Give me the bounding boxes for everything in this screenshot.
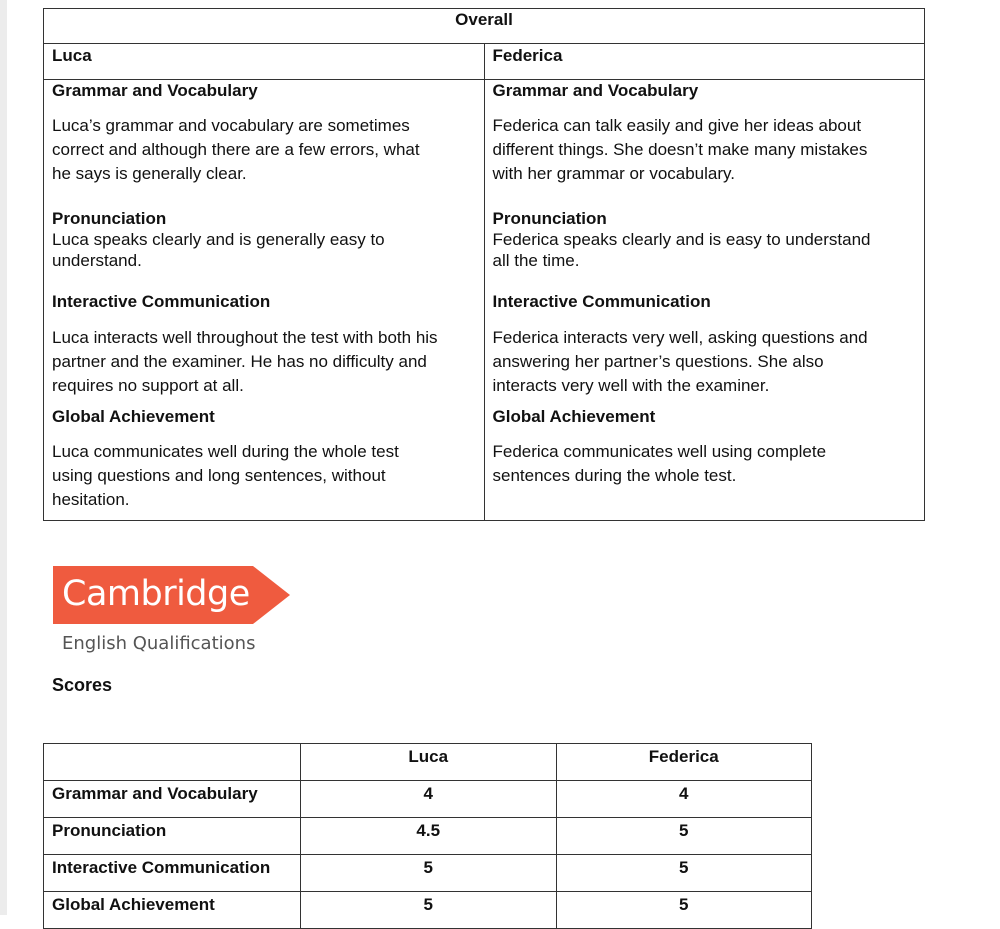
criterion-line: Luca’s grammar and vocabulary are sometimes	[52, 116, 410, 135]
scores-table	[43, 743, 812, 929]
table-row	[44, 781, 812, 818]
score-criterion: Interactive Communication	[44, 855, 301, 892]
score-luca: 4.5	[301, 818, 557, 855]
score-criterion: Global Achievement	[44, 892, 301, 929]
criterion-line: using questions and long sentences, without	[52, 466, 386, 485]
scores-header-row	[44, 744, 812, 781]
score-federica: 4	[556, 781, 812, 818]
criterion-line: Luca communicates well during the whole test	[52, 442, 399, 461]
criterion-line: he says is generally clear.	[52, 164, 247, 183]
criterion-line: different things. She doesn’t make many mistakes	[492, 140, 868, 159]
criterion-heading: Interactive Communication	[52, 292, 271, 311]
criterion-line: Luca speaks clearly and is generally easy to	[52, 230, 385, 249]
criterion-line: understand.	[52, 251, 142, 270]
criterion-line: partner and the examiner. He has no difficulty and	[52, 352, 427, 371]
cambridge-logo	[53, 566, 293, 658]
criterion-line: Federica interacts very well, asking questions and	[492, 328, 868, 347]
scores-title: Scores	[52, 675, 113, 695]
page-edge	[0, 0, 7, 915]
criterion-line: Federica communicates well using complete	[492, 442, 827, 461]
federica-grammar-block	[493, 80, 917, 186]
scores-header-federica: Federica	[556, 744, 812, 781]
score-criterion: Pronunciation	[44, 818, 301, 855]
criterion-heading: Global Achievement	[52, 407, 215, 426]
score-luca: 5	[301, 855, 557, 892]
score-federica: 5	[556, 855, 812, 892]
criterion-heading: Grammar and Vocabulary	[52, 81, 258, 100]
luca-pronunciation-block	[52, 208, 476, 271]
criterion-heading: Grammar and Vocabulary	[492, 81, 699, 100]
criterion-line: sentences during the whole test.	[492, 466, 737, 485]
criterion-heading: Global Achievement	[492, 407, 656, 426]
table-row	[44, 818, 812, 855]
score-federica: 5	[556, 818, 812, 855]
candidate-name-luca: Luca	[44, 44, 485, 80]
federica-pronunciation-block	[493, 208, 917, 271]
federica-assessment-cell	[484, 80, 925, 521]
luca-global-block	[52, 406, 476, 512]
criterion-line: Federica can talk easily and give her ideas about	[492, 116, 862, 135]
criterion-heading: Interactive Communication	[492, 292, 711, 311]
scores-header-blank	[44, 744, 301, 781]
score-criterion: Grammar and Vocabulary	[44, 781, 301, 818]
table-row	[44, 855, 812, 892]
criterion-line: Luca interacts well throughout the test with both his	[52, 328, 438, 347]
logo-subtitle: English Qualifications	[62, 633, 256, 654]
score-federica: 5	[556, 892, 812, 929]
criterion-line: interacts very well with the examiner.	[492, 376, 770, 395]
logo-wordmark: Cambridge	[62, 574, 250, 614]
candidate-name-row	[44, 44, 925, 80]
criterion-line: with her grammar or vocabulary.	[492, 164, 735, 183]
federica-interactive-block	[493, 291, 917, 398]
criterion-line: hesitation.	[52, 490, 130, 509]
overall-header-row	[44, 9, 925, 44]
assessment-row	[44, 80, 925, 521]
criterion-line: correct and although there are a few errors, what	[52, 140, 420, 159]
criterion-line: requires no support at all.	[52, 376, 244, 395]
federica-global-block	[493, 406, 917, 488]
candidate-name-federica: Federica	[484, 44, 925, 80]
luca-interactive-block	[52, 291, 476, 398]
criterion-line: Federica speaks clearly and is easy to understand	[492, 230, 871, 249]
criterion-heading: Pronunciation	[492, 209, 607, 228]
score-luca: 4	[301, 781, 557, 818]
luca-assessment-cell	[44, 80, 485, 521]
luca-grammar-block	[52, 80, 476, 186]
criterion-line: answering her partner’s questions. She also	[492, 352, 824, 371]
scores-header-luca: Luca	[301, 744, 557, 781]
score-luca: 5	[301, 892, 557, 929]
criterion-line: all the time.	[492, 251, 580, 270]
criterion-heading: Pronunciation	[52, 209, 167, 228]
overall-title: Overall	[44, 9, 925, 44]
overall-table	[43, 8, 925, 521]
table-row	[44, 892, 812, 929]
